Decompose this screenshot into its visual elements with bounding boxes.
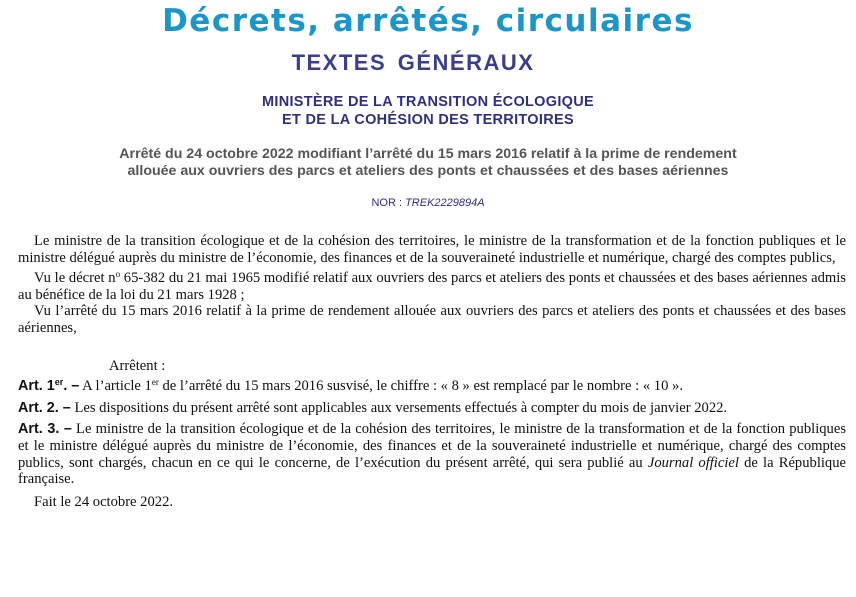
article-1-label-dash: . – bbox=[63, 378, 80, 395]
signature-date-line: Fait le 24 octobre 2022. bbox=[34, 493, 174, 510]
vu-decret-superscript: o bbox=[115, 269, 121, 280]
article-1 bbox=[18, 378, 846, 395]
article-3-label: Art. 3. – bbox=[18, 421, 72, 438]
nor-reference bbox=[0, 196, 856, 210]
preamble-paragraph: Le ministre de la transition écologique et de la cohésion des territoires, le ministre de la transformation et de la fonction publiques et le ministre délégué auprès du ministre de l’économie, des finances et de la souveraineté industrielle et numérique, chargé des comptes publics, bbox=[18, 233, 846, 266]
vu-decret-text-start: Vu le décret n bbox=[34, 270, 116, 287]
subsection-title: TEXTES GÉNÉRAUX bbox=[291, 50, 535, 75]
vu-decret-text-end: 65-382 du 21 mai 1965 modifié relatif aux ouvriers des parcs et ateliers des ponts et chaussées et des bases aériennes admis au bénéfice de la loi du 21 mars 1928 ; bbox=[18, 270, 846, 303]
article-1-label bbox=[18, 378, 79, 394]
section-title: Décrets, arrêtés, circulaires bbox=[162, 3, 694, 39]
article-1-text-end: de l’arrêté du 15 mars 2016 susvisé, le chiffre : « 8 » est remplacé par le nombre : « 10 ». bbox=[158, 378, 683, 395]
decree-body bbox=[18, 233, 846, 510]
article-1-label-text: Art. 1 bbox=[18, 378, 55, 395]
article-2-label: Art. 2. – bbox=[18, 399, 71, 416]
ministry-line-1: MINISTÈRE DE LA TRANSITION ÉCOLOGIQUE bbox=[262, 94, 594, 110]
article-1-text-superscript: er bbox=[151, 377, 159, 388]
nor-value: TREK2229894A bbox=[405, 197, 485, 209]
document-title bbox=[0, 146, 856, 180]
ministry-line-2: ET DE LA COHÉSION DES TERRITOIRES bbox=[282, 112, 574, 128]
vu-decret-paragraph bbox=[18, 270, 846, 303]
vu-arrete-paragraph: Vu l’arrêté du 15 mars 2016 relatif à la prime de rendement allouée aux ouvriers des parcs et ateliers des ponts et chaussées et des bases aériennes, bbox=[18, 303, 846, 336]
arretent-line: Arrêtent : bbox=[109, 357, 166, 374]
document-title-line-1: Arrêté du 24 octobre 2022 modifiant l’arrêté du 15 mars 2016 relatif à la prime de rendement bbox=[119, 146, 737, 162]
article-2 bbox=[18, 400, 846, 417]
nor-label: NOR : bbox=[371, 197, 406, 209]
article-3-text-end: de la République française. bbox=[18, 454, 846, 488]
ministry-heading bbox=[0, 93, 856, 129]
article-3-text-start: Le ministre de la transition écologique et de la cohésion des territoires, le ministre de la transformation et de la fonction publiques et le ministre délégué auprès du ministre de l’économie, des finances et de la souveraineté industrielle et numérique, chargé des comptes publics, sont chargés, chacun en ce qui le concerne, de l’exécution du présent arrêté, qui sera publié au bbox=[18, 421, 847, 471]
document-title-line-2: allouée aux ouvriers des parcs et ateliers des ponts et chaussées et des bases aériennes bbox=[127, 163, 729, 179]
article-2-text: Les dispositions du présent arrêté sont applicables aux versements effectués à compter du mois de janvier 2022. bbox=[70, 399, 728, 416]
article-1-label-superscript: er bbox=[54, 377, 64, 388]
article-1-text-start: A l’article 1 bbox=[79, 378, 152, 395]
journal-officiel-italic: Journal officiel bbox=[647, 454, 739, 471]
article-3 bbox=[18, 421, 846, 487]
